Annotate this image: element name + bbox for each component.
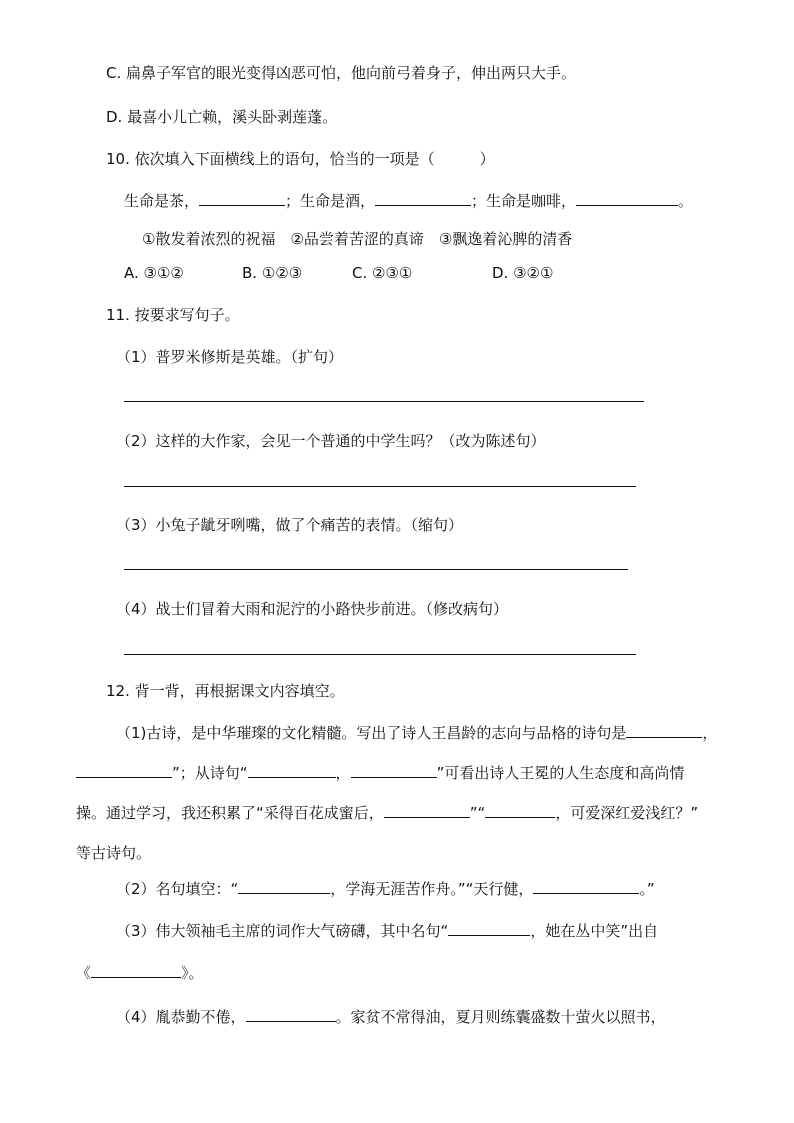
q12-p4 [116, 1007, 666, 1027]
q12-p1-line2 [76, 763, 684, 783]
q12-p3-line2 [76, 963, 204, 983]
q12-p2-text-c: 。” [639, 880, 655, 898]
q12-p1-blank-4[interactable] [351, 763, 437, 778]
q12-p1-blank-2[interactable] [76, 763, 172, 778]
q12-p3-blank-1[interactable] [448, 921, 530, 936]
q12-p1-text-f: 操。通过学习，我还积累了“采得百花成蜜后， [76, 804, 384, 822]
q11-sub3: （3）小兔子龇牙咧嘴，做了个痛苦的表情。（缩句） [116, 516, 464, 534]
q10-options [124, 263, 553, 283]
q12-p1-text-h: ，可爱深红爱浅红？” [555, 804, 699, 822]
q12-p2-text-b: ，学海无涯苦作舟。”“天行健， [330, 880, 534, 898]
q12-p3-blank-2[interactable] [91, 963, 181, 978]
q11-answer-line-1[interactable] [124, 401, 644, 402]
q10-sentence-part1: 生命是茶， [124, 192, 200, 210]
q12-p1-text-c: ”；从诗句“ [172, 764, 248, 782]
q11-answer-line-2[interactable] [124, 486, 636, 487]
q12-p1-line3 [76, 803, 698, 823]
q12-p1-text-d: ， [335, 764, 351, 782]
q12-p4-text-b: 。家贫不常得油，夏月则练囊盛数十萤火以照书， [335, 1008, 666, 1026]
q10-items: ①散发着浓烈的祝福 ②品尝着苦涩的真谛 ③飘逸着沁脾的清香 [142, 230, 573, 248]
q12-p1-blank-1[interactable] [626, 723, 702, 738]
q12-p3-text-a: （3）伟大领袖毛主席的词作大气磅礴，其中名句“ [116, 922, 449, 940]
q12-title: 12. 背一背，再根据课文内容填空。 [106, 682, 345, 700]
q10-sentence-part4: 。 [678, 192, 694, 210]
q12-p1-blank-5[interactable] [384, 803, 470, 818]
q11-sub2: （2）这样的大作家，会见一个普通的中学生吗？（改为陈述句） [116, 432, 546, 450]
q10-sentence-part2: ；生命是酒， [285, 192, 376, 210]
q12-p3-text-b: ，她在丛中笑”出自 [530, 922, 659, 940]
q10-sentence [124, 191, 693, 211]
q10-option-c[interactable]: C. ②③① [352, 264, 413, 282]
q12-p2-text-a: （2）名句填空：“ [116, 880, 239, 898]
q12-p3-text-c: 《 [76, 964, 92, 982]
q11-sub4: （4）战士们冒着大雨和泥泞的小路快步前进。（修改病句） [116, 600, 509, 618]
q12-p1-text-g: ”“ [469, 804, 486, 822]
q10-blank-2[interactable] [375, 191, 471, 206]
q12-p4-text-a: （4）胤恭勤不倦， [116, 1008, 246, 1026]
q10-option-d[interactable]: D. ③②① [492, 264, 554, 282]
q9-option-d: D. 最喜小儿亡赖，溪头卧剥莲蓬。 [106, 108, 338, 126]
q12-p2-blank-2[interactable] [533, 879, 639, 894]
q12-p1-blank-6[interactable] [485, 803, 555, 818]
q11-title: 11. 按要求写句子。 [106, 306, 240, 324]
q10-title: 10. 依次填入下面横线上的语句，恰当的一项是（ ） [106, 150, 495, 168]
q11-answer-line-4[interactable] [124, 654, 636, 655]
q12-p2 [116, 879, 655, 899]
q12-p2-blank-1[interactable] [238, 879, 330, 894]
q11-answer-line-3[interactable] [124, 569, 628, 570]
q10-sentence-part3: ；生命是咖啡， [471, 192, 577, 210]
q12-p1-line1 [116, 723, 717, 743]
q10-option-b[interactable]: B. ①②③ [242, 264, 303, 282]
q12-p1-text-b: ， [702, 724, 718, 742]
q12-p3-line1 [116, 921, 658, 941]
q12-p1-blank-3[interactable] [248, 763, 336, 778]
q12-p4-blank-1[interactable] [246, 1007, 336, 1022]
q10-blank-3[interactable] [576, 191, 678, 206]
q11-sub1: （1）普罗米修斯是英雄。（扩句） [116, 348, 344, 366]
q10-option-a[interactable]: A. ③①② [124, 264, 184, 282]
q12-p3-text-d: 》。 [181, 964, 204, 982]
q9-option-c: C. 扁鼻子军官的眼光变得凶恶可怕，他向前弓着身子，伸出两只大手。 [106, 64, 577, 82]
q12-p1-line4: 等古诗句。 [76, 844, 152, 862]
q10-blank-1[interactable] [199, 191, 285, 206]
q12-p1-text-a: （1)古诗，是中华璀璨的文化精髓。写出了诗人王昌龄的志向与品格的诗句是 [116, 724, 627, 742]
q12-p1-text-e: ”可看出诗人王冕的人生态度和高尚情 [436, 764, 685, 782]
